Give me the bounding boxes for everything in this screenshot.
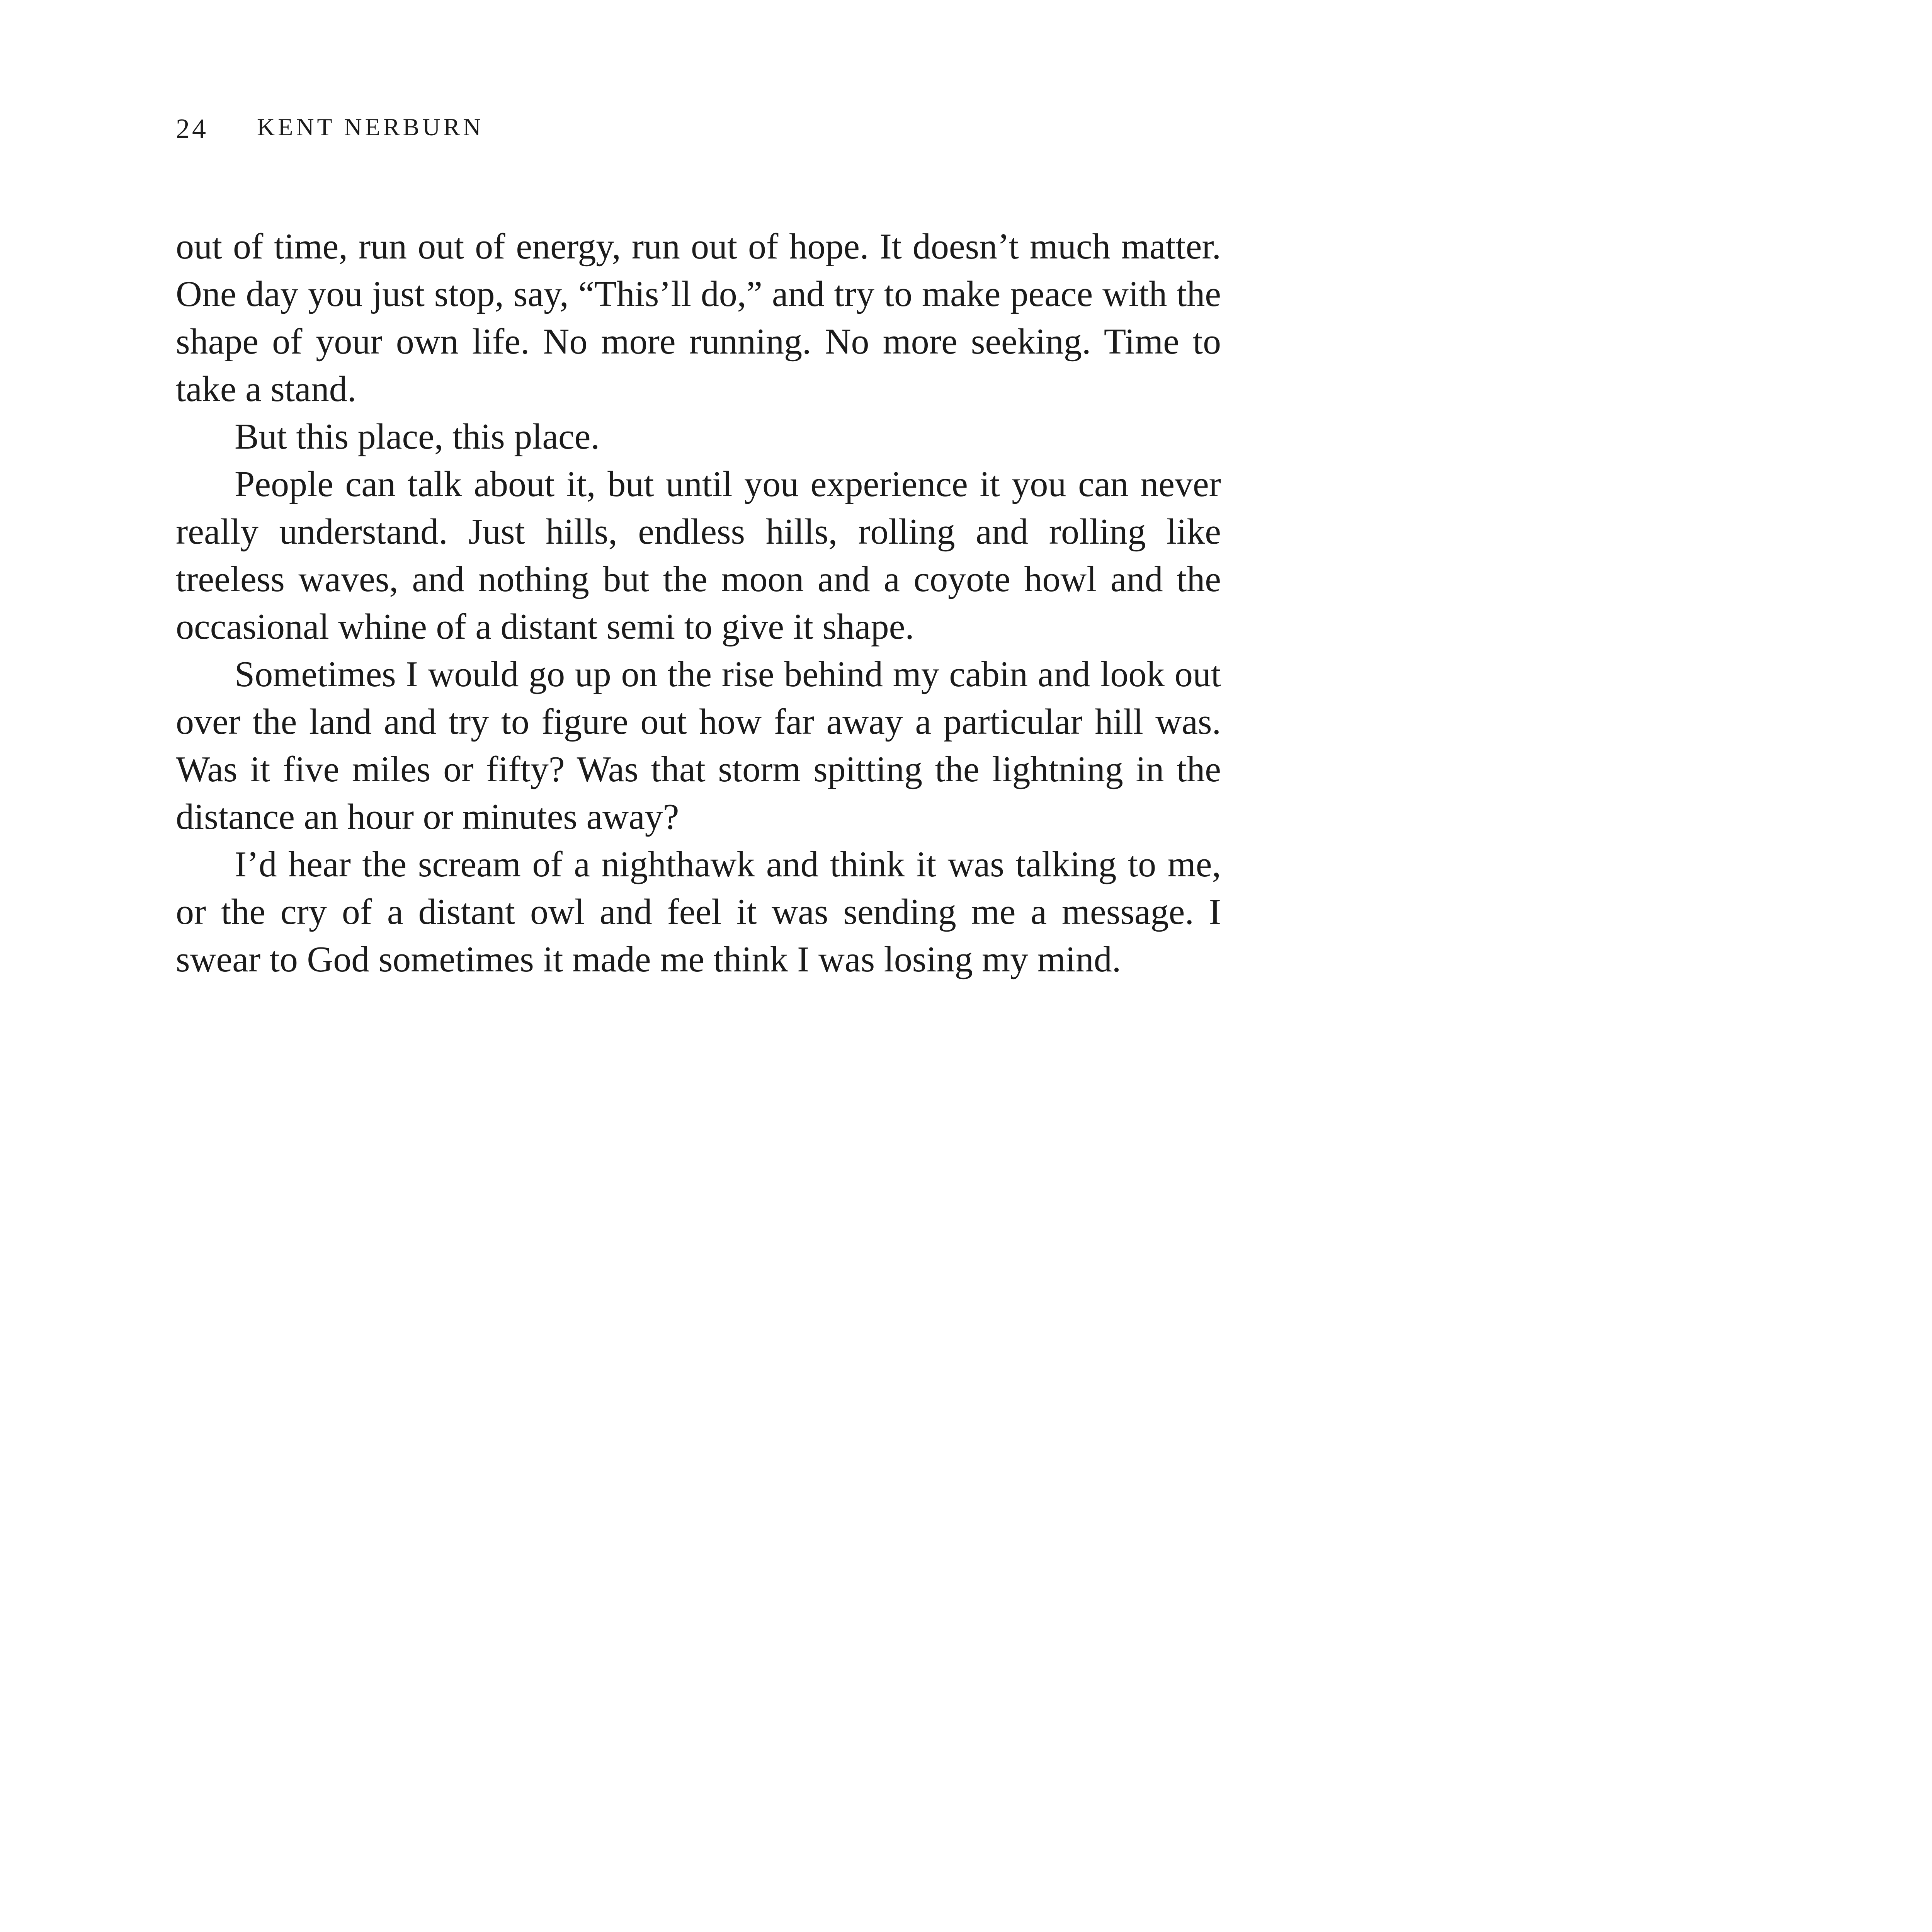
page-number: 24 xyxy=(176,113,208,144)
left-body-text xyxy=(176,223,1221,983)
paragraph: Sometimes I would go up on the rise behind my cabin and look out over the land and try to figure out how far away a particular hill was. Was it five miles or fifty? Was that storm spitting the lightning in the distance an hour or minutes away? xyxy=(176,654,1221,837)
running-head xyxy=(176,113,484,145)
paragraph: But this place, this place. xyxy=(235,417,600,457)
paragraph: I’d hear the scream of a nighthawk and think it was talking to me, or the cry of a distant owl and feel it was sending me a message. I swear to God sometimes it made me think I was losing my mind. xyxy=(176,844,1221,980)
right-page xyxy=(1391,0,1932,1932)
paragraph: People can talk about it, but until you experience it you can never really understand. Just hills, endless hills, rolling and rolling like treeless waves, and nothing but the moon and a coyote howl and the occasional whine of a distant semi to give it shape. xyxy=(176,464,1221,647)
running-head-author: KENT NERBURN xyxy=(257,113,484,141)
paragraph: out of time, run out of energy, run out of hope. It doesn’t much matter. One day you just stop, say, “This’ll do,” and try to make peace with the shape of your own life. No more running. No more seeking. Time to take a stand. xyxy=(176,226,1221,409)
